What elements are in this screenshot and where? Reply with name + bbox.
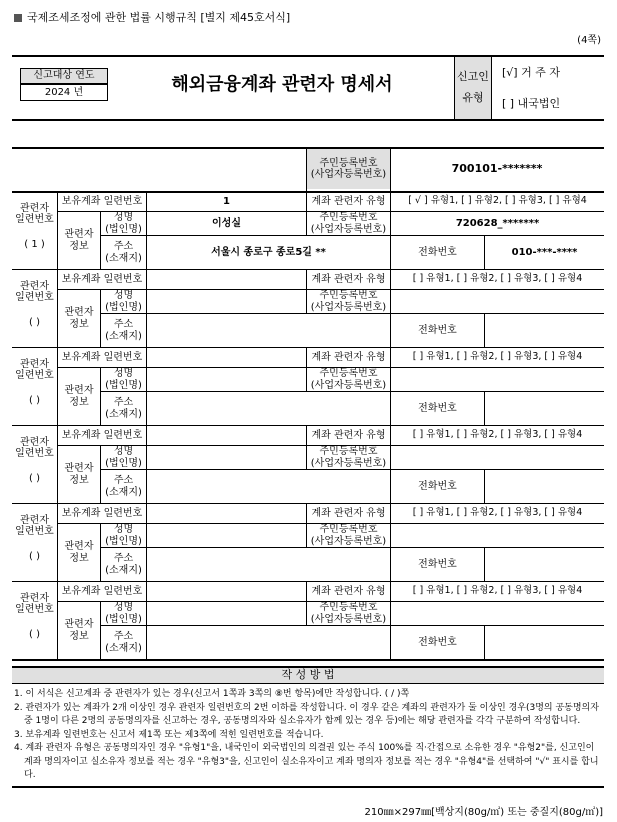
- account-serial-value[interactable]: [147, 582, 306, 601]
- reg-no-value[interactable]: 720628_*******: [455, 217, 540, 229]
- related-type-options[interactable]: [ ] 유형1, [ ] 유형2, [ ] 유형3, [ ] 유형4: [412, 507, 583, 519]
- phone-label: 전화번호: [418, 480, 457, 492]
- related-serial-value: ( ): [29, 473, 40, 485]
- related-serial-label: 관련자 일련번호: [15, 592, 54, 615]
- account-serial-value[interactable]: [147, 504, 306, 523]
- account-serial-label: 보유계좌 일련번호: [61, 585, 143, 597]
- address-value[interactable]: [147, 626, 390, 659]
- reporting-year-value: 2024 년: [20, 84, 108, 101]
- related-serial-label: 관련자 일련번호: [15, 202, 54, 225]
- form-reference-text: 국제조세조정에 관한 법률 시행규칙 [별지 제45호서식]: [27, 11, 291, 24]
- instruction-item-2: 2. 관련자가 있는 계좌가 2개 이상인 경우 관련자 일련번호의 2번 이하를 작성합니다. 이 경우 같은 계좌의 관련자가 둘 이상인 경우(3명의 공동명의자 중 1명이 다른 2명의 공동명의자를 신고하는 경우, 공동명의자와 실소유자가 함께 있는 경우 등)에는 해당 관련자를 각각 구분하여 작성합니다.: [14, 702, 599, 726]
- name-value[interactable]: [147, 368, 306, 391]
- related-person-block: [12, 347, 604, 425]
- related-serial-label: 관련자 일련번호: [15, 280, 54, 303]
- related-person-block: [12, 191, 604, 269]
- account-serial-label: 보유계좌 일련번호: [61, 195, 143, 207]
- instruction-item-3: 3. 보유계좌 일련번호는 신고서 제1쪽 또는 제3쪽에 적힌 일련번호를 적습니다.: [14, 729, 324, 740]
- name-value[interactable]: [147, 524, 306, 547]
- phone-value[interactable]: [485, 392, 604, 425]
- account-serial-label: 보유계좌 일련번호: [61, 507, 143, 519]
- related-type-options[interactable]: [ ] 유형1, [ ] 유형2, [ ] 유형3, [ ] 유형4: [412, 585, 583, 597]
- related-type-label: 계좌 관련자 유형: [311, 429, 386, 441]
- phone-value[interactable]: [485, 626, 604, 659]
- account-serial-value[interactable]: [147, 270, 306, 289]
- related-info-label: 관련자 정보: [64, 463, 94, 486]
- filer-type-label: 신고인 유형: [455, 57, 491, 119]
- reg-no-value[interactable]: [391, 290, 604, 313]
- reg-no-label: 주민등록번호 (사업자등록번호): [310, 290, 387, 313]
- related-info-label: 관련자 정보: [64, 307, 94, 330]
- account-serial-label: 보유계좌 일련번호: [61, 351, 143, 363]
- reg-no-value[interactable]: [391, 446, 604, 469]
- related-person-block: [12, 269, 604, 347]
- reg-no-value[interactable]: [391, 524, 604, 547]
- instruction-item-4: 4. 계좌 관련자 유형은 공동명의자인 경우 "유형1"을, 내국인이 외국법인의 의결권 있는 주식 100%를 직·간접으로 소유한 경우 "유형2"를, 신고인이 계좌 명의자이고 실소유자 정보를 적는 경우 "유형3"을, 신고인이 실소유자이고 계좌 명의자 정보를 적는 경우 "유형4"를 선택하여 "√" 표시를 합니다.: [14, 743, 599, 780]
- related-serial-value: ( 1 ): [24, 239, 45, 251]
- filer-option-resident[interactable]: [√] 거 주 자: [502, 66, 560, 79]
- instruction-item-1: 1. 이 서식은 신고계좌 중 관련자가 있는 경우(신고서 1쪽과 3쪽의 ⑧번 항목)에만 작성합니다. ( / )쪽: [14, 689, 410, 699]
- related-info-label: 관련자 정보: [64, 619, 94, 642]
- phone-label: 전화번호: [418, 636, 457, 648]
- related-serial-label: 관련자 일련번호: [15, 436, 54, 459]
- reg-no-label: 주민등록번호 (사업자등록번호): [310, 368, 387, 391]
- related-serial-value: ( ): [29, 551, 40, 563]
- phone-value[interactable]: [485, 470, 604, 503]
- address-label: 주소 (소재지): [105, 553, 142, 576]
- account-serial-value[interactable]: [147, 426, 306, 445]
- page-title: 해외금융계좌 관련자 명세서: [171, 73, 393, 95]
- account-serial-value[interactable]: 1: [223, 195, 230, 207]
- filer-option-domestic-corp[interactable]: [ ] 내국법인: [502, 97, 561, 110]
- reg-no-label: 주민등록번호 (사업자등록번호): [310, 446, 387, 469]
- phone-value[interactable]: [485, 314, 604, 347]
- reg-no-value[interactable]: [391, 368, 604, 391]
- reg-no-label: 주민등록번호 (사업자등록번호): [310, 212, 387, 235]
- reg-no-label: 주민등록번호 (사업자등록번호): [310, 602, 387, 625]
- phone-value[interactable]: 010-***-****: [511, 246, 578, 258]
- related-type-label: 계좌 관련자 유형: [311, 195, 386, 207]
- account-serial-label: 보유계좌 일련번호: [61, 273, 143, 285]
- title-block: [12, 55, 604, 121]
- address-value[interactable]: [147, 470, 390, 503]
- related-info-label: 관련자 정보: [64, 385, 94, 408]
- related-person-block: [12, 581, 604, 659]
- related-serial-value: ( ): [29, 629, 40, 641]
- address-label: 주소 (소재지): [105, 475, 142, 498]
- address-label: 주소 (소재지): [105, 241, 142, 264]
- filer-id-label: 주민등록번호 (사업자등록번호): [307, 149, 390, 189]
- name-label: 성명 (법인명): [105, 368, 142, 391]
- related-type-options[interactable]: [ ] 유형1, [ ] 유형2, [ ] 유형3, [ ] 유형4: [412, 351, 583, 363]
- paper-spec: 210㎜×297㎜[백상지(80g/㎡) 또는 중질지(80g/㎡)]: [364, 807, 603, 818]
- related-type-options[interactable]: [ √ ] 유형1, [ ] 유형2, [ ] 유형3, [ ] 유형4: [408, 195, 587, 207]
- related-person-block: [12, 503, 604, 581]
- related-type-label: 계좌 관련자 유형: [311, 507, 386, 519]
- instructions-title: 작 성 방 법: [12, 666, 604, 684]
- related-info-label: 관련자 정보: [64, 541, 94, 564]
- filer-id-value: 700101-*******: [451, 161, 543, 175]
- name-label: 성명 (법인명): [105, 524, 142, 547]
- name-value[interactable]: [147, 446, 306, 469]
- address-value[interactable]: [147, 392, 390, 425]
- related-type-label: 계좌 관련자 유형: [311, 273, 386, 285]
- address-value[interactable]: [147, 314, 390, 347]
- related-serial-value: ( ): [29, 317, 40, 329]
- name-label: 성명 (법인명): [105, 290, 142, 313]
- address-value[interactable]: 서울시 종로구 종로5길 **: [211, 246, 326, 258]
- phone-label: 전화번호: [418, 402, 457, 414]
- related-info-label: 관련자 정보: [64, 229, 94, 252]
- reg-no-value[interactable]: [391, 602, 604, 625]
- related-persons-table: [12, 147, 604, 661]
- related-type-label: 계좌 관련자 유형: [311, 351, 386, 363]
- name-value[interactable]: [147, 602, 306, 625]
- phone-value[interactable]: [485, 548, 604, 581]
- square-bullet-icon: [14, 14, 22, 22]
- phone-label: 전화번호: [418, 324, 457, 336]
- account-serial-label: 보유계좌 일련번호: [61, 429, 143, 441]
- related-serial-value: ( ): [29, 395, 40, 407]
- related-type-options[interactable]: [ ] 유형1, [ ] 유형2, [ ] 유형3, [ ] 유형4: [412, 273, 583, 285]
- address-label: 주소 (소재지): [105, 631, 142, 654]
- related-serial-label: 관련자 일련번호: [15, 514, 54, 537]
- phone-label: 전화번호: [418, 246, 457, 258]
- name-label: 성명 (법인명): [105, 446, 142, 469]
- name-value[interactable]: 이성실: [212, 217, 241, 229]
- page-indicator: (4쪽): [577, 35, 601, 46]
- address-label: 주소 (소재지): [105, 319, 142, 342]
- related-type-options[interactable]: [ ] 유형1, [ ] 유형2, [ ] 유형3, [ ] 유형4: [412, 429, 583, 441]
- address-label: 주소 (소재지): [105, 397, 142, 420]
- reg-no-label: 주민등록번호 (사업자등록번호): [310, 524, 387, 547]
- name-label: 성명 (법인명): [105, 602, 142, 625]
- reporting-year-label: 신고대상 연도: [20, 68, 108, 84]
- related-person-block: [12, 425, 604, 503]
- related-serial-label: 관련자 일련번호: [15, 358, 54, 381]
- related-type-label: 계좌 관련자 유형: [311, 585, 386, 597]
- name-value[interactable]: [147, 290, 306, 313]
- phone-label: 전화번호: [418, 558, 457, 570]
- account-serial-value[interactable]: [147, 348, 306, 367]
- form-reference: [14, 9, 290, 25]
- address-value[interactable]: [147, 548, 390, 581]
- name-label: 성명 (법인명): [105, 212, 142, 235]
- instructions-section: [12, 666, 604, 788]
